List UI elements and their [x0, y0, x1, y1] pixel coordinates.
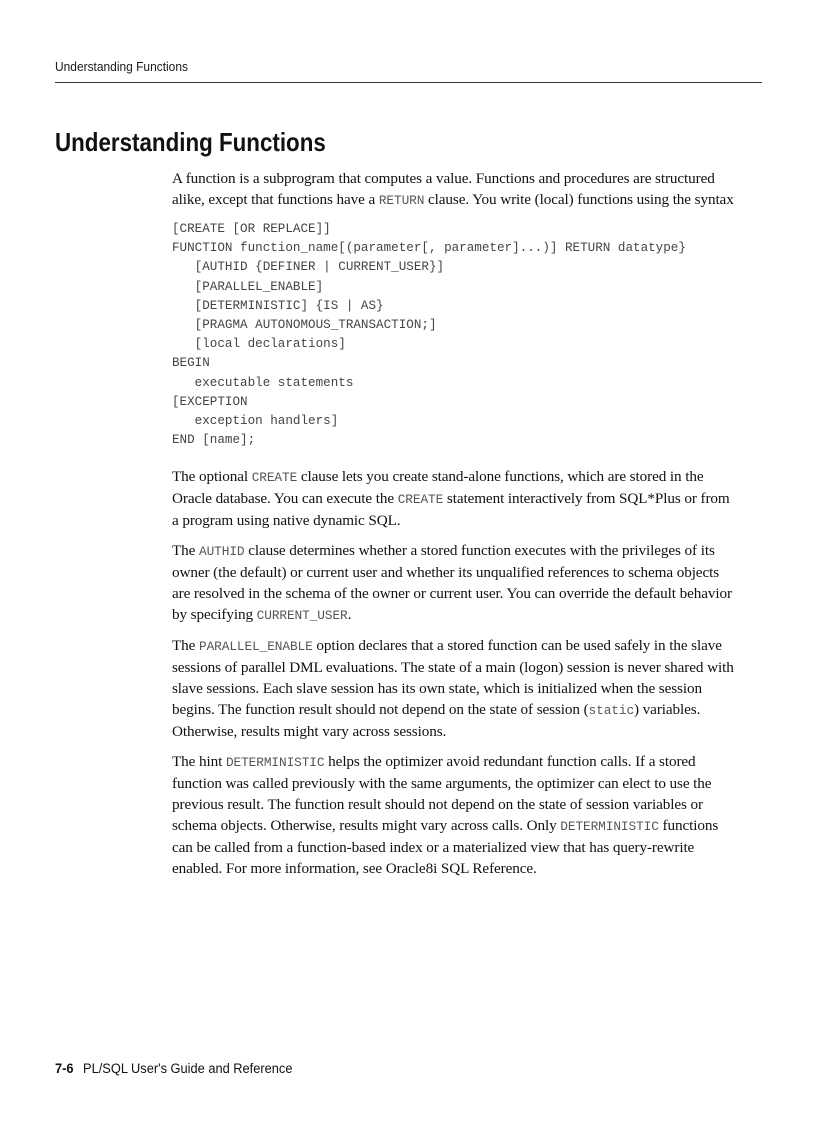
code-line: [DETERMINISTIC] {IS | AS} [172, 298, 384, 313]
body-column [172, 168, 737, 888]
running-footer [55, 1061, 292, 1076]
code-keyword: RETURN [378, 193, 425, 208]
code-keyword: PARALLEL_ENABLE [199, 639, 313, 655]
create-clause-paragraph: The optional CREATE clause lets you create stand-alone functions, which are stored in the Oracle database. You can execute the CREATE statement interactively from SQL*Plus or from a program using native dynamic SQL. [172, 468, 730, 530]
code-line: [AUTHID {DEFINER | CURRENT_USER}] [172, 260, 445, 275]
running-header: Understanding Functions [55, 59, 188, 74]
code-keyword: AUTHID [199, 544, 245, 560]
intro-paragraph: A function is a subprogram that computes a value. Functions and procedures are structured alike, except that functions have a RETURN clause. You write (local) functions using the syntax [172, 170, 734, 208]
code-keyword: CREATE [251, 470, 298, 486]
code-keyword: DETERMINISTIC [225, 755, 325, 771]
code-line: exception handlers] [172, 414, 339, 429]
code-line: [local declarations] [172, 337, 346, 352]
authid-clause-paragraph: The AUTHID clause determines whether a stored function executes with the privileges of its owner (the default) or current user and whether its unqualified references to schema objects are resolved in the schema of the owner or current user. You can override the default behavior by specifying CURRENT_USER. [172, 542, 732, 624]
code-line: BEGIN [172, 356, 210, 371]
code-line: executable statements [172, 375, 354, 390]
code-line: FUNCTION function_name[(parameter[, parameter]...)] RETURN datatype} [172, 241, 686, 256]
code-keyword: static [588, 703, 635, 719]
header-divider [55, 82, 762, 83]
code-keyword: DETERMINISTIC [560, 819, 659, 835]
code-line: END [name]; [172, 433, 256, 448]
code-line: [PARALLEL_ENABLE] [172, 279, 324, 294]
code-line: [CREATE [OR REPLACE]] [172, 222, 331, 236]
code-keyword: CURRENT_USER [256, 608, 348, 624]
code-keyword: CREATE [397, 492, 444, 508]
parallel-enable-paragraph: The PARALLEL_ENABLE option declares that a stored function can be used safely in the slave sessions of parallel DML evaluations. The state of a main (logon) session is never shared with slave sessions. Each slave session has its own state, which is initialized when the session begins. The function result should not depend on the state of session (static) variables. Otherwise, results might vary across sessions. [172, 637, 734, 741]
page-number: 7-6 [55, 1061, 74, 1076]
code-line: [PRAGMA AUTONOMOUS_TRANSACTION;] [172, 318, 437, 333]
deterministic-paragraph: The hint DETERMINISTIC helps the optimizer avoid redundant function calls. If a stored function was called previously with the same arguments, the optimizer can elect to use the previous result. The function result should not depend on the state of session variables or schema objects. Otherwise, results might vary across calls. Only DETERMINISTIC functions can be called from a function-based index or a materialized view that has query-rewrite enabled. For more information, see Oracle8i SQL Reference. [172, 753, 719, 878]
section-title: Understanding Functions [55, 127, 326, 157]
code-line: [EXCEPTION [172, 394, 248, 409]
book-title: PL/SQL User's Guide and Reference [83, 1061, 293, 1076]
syntax-code-block [172, 220, 737, 450]
